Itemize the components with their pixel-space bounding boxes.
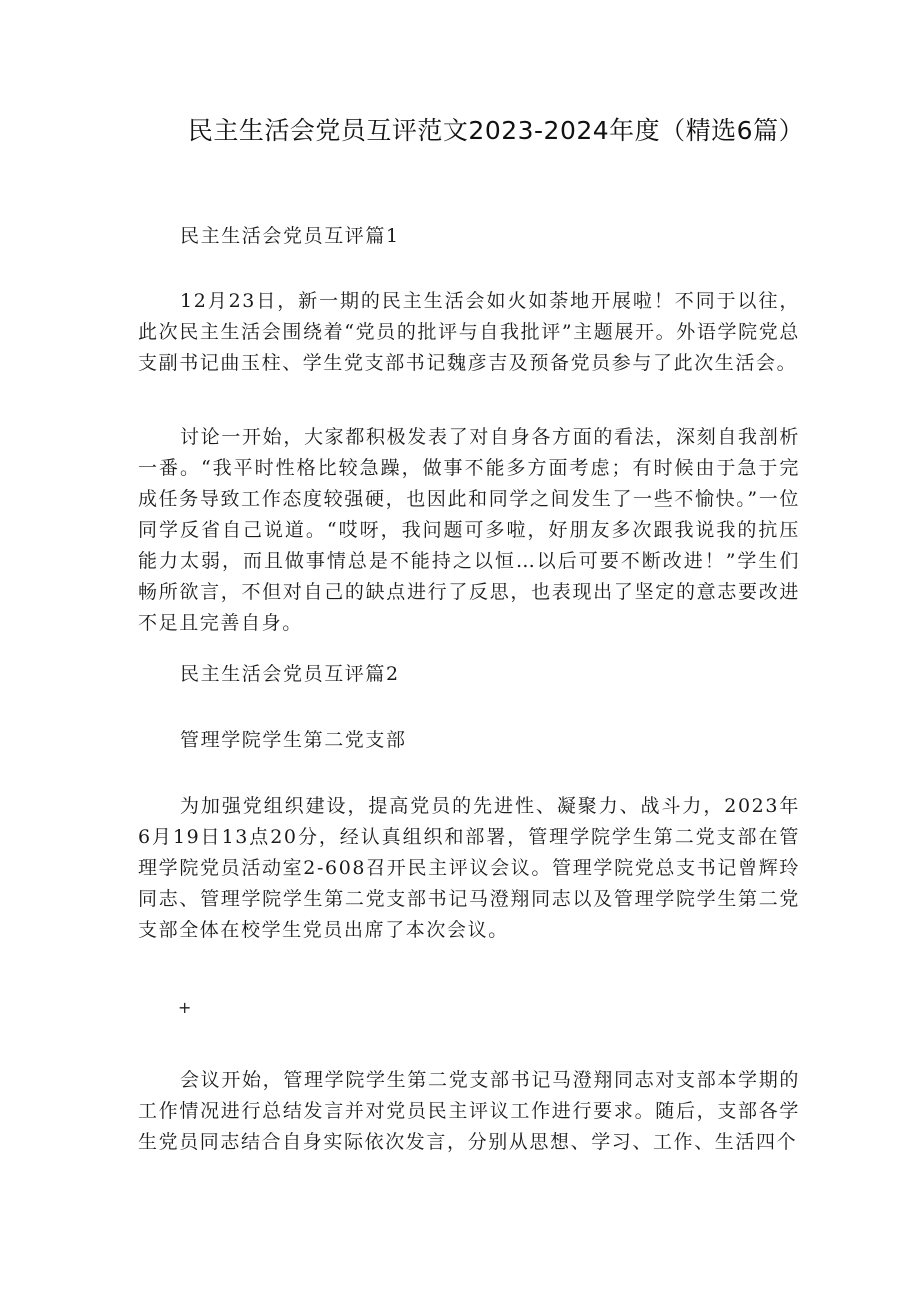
document-title: 民主生活会党员互评范文2023-2024年度（精选6篇）: [187, 116, 805, 145]
section-2-paragraph-1: 为加强党组织建设，提高党员的先进性、凝聚力、战斗力，2023年6月19日13点20分，经认真组织和部署，管理学院学生第二党支部在管理学院党员活动室2-608召开民主评议会议。管理学院党总支书记曾辉玲同志、管理学院学生第二党支部书记马澄翔同志以及管理学院学生第二党支部全体在校学生党员出席了本次会议。: [138, 795, 800, 941]
plus-marker: +: [178, 998, 192, 1017]
section-2-subheading: 管理学院学生第二党支部: [180, 729, 407, 751]
section-2-heading: 民主生活会党员互评篇2: [180, 663, 400, 685]
section-2-paragraph-2: 会议开始，管理学院学生第二党支部书记马澄翔同志对支部本学期的工作情况进行总结发言并对党员民主评议工作进行要求。随后，支部各学生党员同志结合自身实际依次发言，分别从思想、学习、工作、生活四个: [138, 1069, 800, 1153]
section-1-paragraph-2: 讨论一开始，大家都积极发表了对自身各方面的看法，深刻自我剖析一番。“我平时性格比较急躁，做事不能多方面考虑；有时候由于急于完成任务导致工作态度较强硬，也因此和同学之间发生了一些不愉快。”一位同学反省自己说道。“哎呀，我问题可多啦，好朋友多次跟我说我的抗压能力太弱，而且做事情总是不能持之以恒…以后可要不断改进！”学生们畅所欲言，不但对自己的缺点进行了反思，也表现出了坚定的意志要改进不足且完善自身。: [138, 426, 800, 634]
section-1-heading: 民主生活会党员互评篇1: [180, 225, 400, 247]
section-1-paragraph-1: 12月23日，新一期的民主生活会如火如荼地开展啦！不同于以往，此次民主生活会围绕着“党员的批评与自我批评”主题展开。外语学院党总支副书记曲玉柱、学生党支部书记魏彦吉及预备党员参与了此次生活会。: [138, 290, 800, 374]
